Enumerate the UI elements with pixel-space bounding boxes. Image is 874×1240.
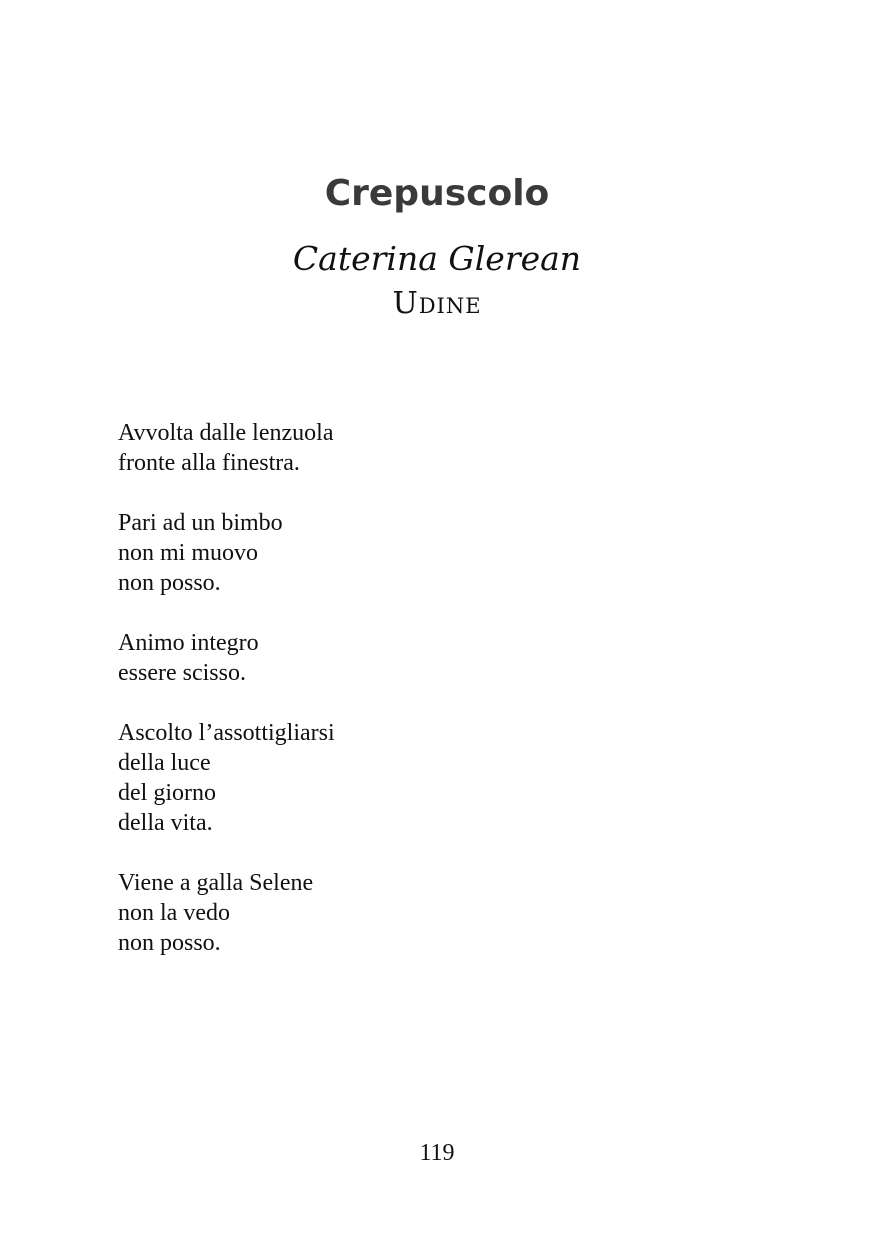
poem-line: Viene a galla Selene [118, 870, 314, 896]
stanza-5 [118, 868, 335, 958]
poem-body [118, 418, 335, 988]
poem-line: fronte alla finestra. [118, 450, 300, 476]
author-city: Udine [392, 286, 482, 321]
poem-line: non posso. [118, 570, 221, 596]
poem-line: non mi muovo [118, 540, 259, 566]
stanza-1 [118, 418, 335, 478]
stanza-2 [118, 508, 335, 598]
author-name: Caterina Glerean [292, 239, 582, 278]
poem-line: Pari ad un bimbo [118, 510, 283, 536]
stanza-4 [118, 718, 335, 838]
poem-line: non la vedo [118, 900, 230, 926]
poem-line: della vita. [118, 810, 213, 836]
page-number: 119 [419, 1140, 455, 1166]
poem-line: non posso. [118, 930, 221, 956]
stanza-3 [118, 628, 335, 688]
poem-line: del giorno [118, 780, 216, 806]
poem-title: Crepuscolo [324, 173, 550, 214]
poem-line: Animo integro [118, 630, 259, 656]
poem-line: essere scisso. [118, 660, 246, 686]
poem-line: Ascolto l’assottigliarsi [118, 720, 335, 746]
poem-line: Avvolta dalle lenzuola [118, 420, 334, 446]
poem-line: della luce [118, 750, 211, 776]
